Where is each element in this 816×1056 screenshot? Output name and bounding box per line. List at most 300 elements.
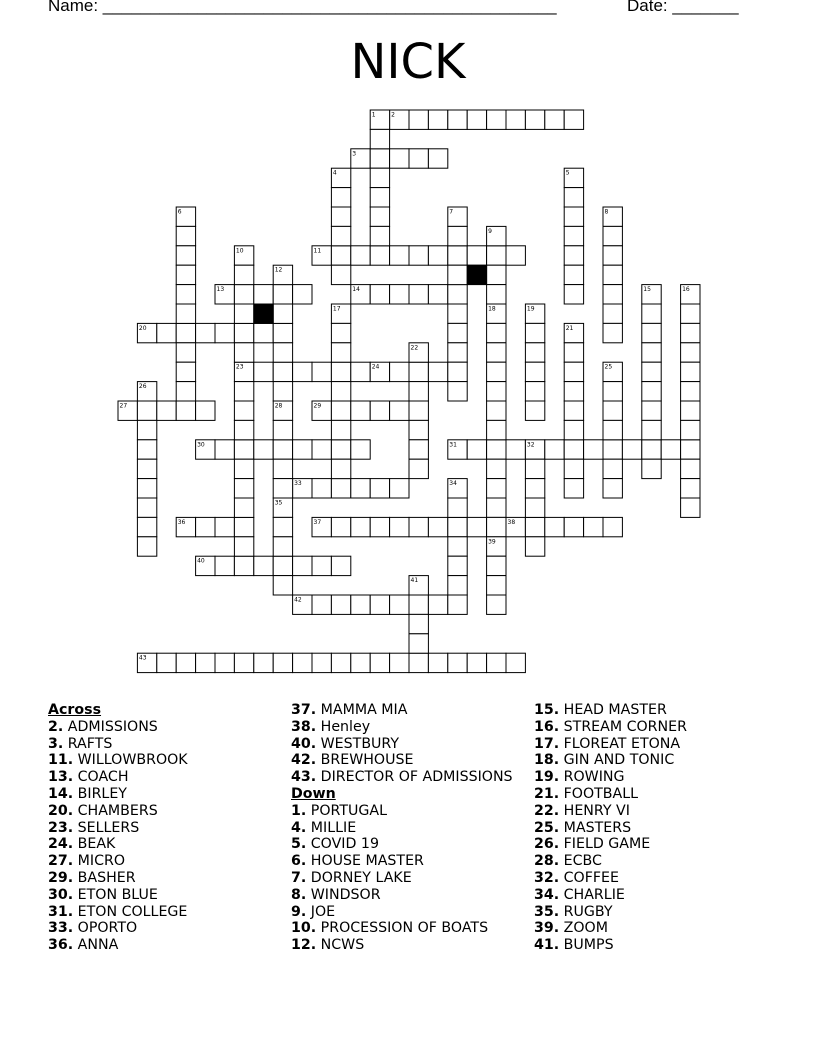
grid-cell[interactable] — [525, 401, 544, 420]
clue-text: MASTERS — [559, 819, 632, 836]
grid-cell[interactable] — [487, 498, 506, 517]
grid-cell[interactable] — [331, 382, 350, 401]
grid-cell[interactable] — [448, 595, 467, 614]
clue-item — [291, 904, 513, 921]
grid-cell[interactable] — [351, 517, 370, 536]
grid-cell[interactable] — [312, 440, 331, 459]
grid-cell[interactable] — [390, 595, 409, 614]
grid-cell[interactable] — [390, 246, 409, 265]
grid-cell[interactable] — [448, 362, 467, 381]
grid-cell[interactable] — [564, 440, 583, 459]
grid-cell[interactable] — [273, 576, 292, 595]
grid-cell[interactable] — [409, 459, 428, 478]
grid-cell[interactable] — [564, 362, 583, 381]
grid-cell[interactable] — [234, 343, 253, 362]
grid-cell[interactable] — [564, 420, 583, 439]
grid-cell[interactable] — [370, 129, 389, 148]
grid-cell[interactable] — [487, 362, 506, 381]
grid-cell[interactable] — [234, 556, 253, 575]
down-clue-list-cont — [534, 702, 687, 954]
grid-cell[interactable] — [137, 479, 156, 498]
grid-cell[interactable] — [390, 149, 409, 168]
grid-cell[interactable] — [176, 382, 195, 401]
grid-cell[interactable] — [487, 576, 506, 595]
grid-cell[interactable] — [234, 537, 253, 556]
grid-cell[interactable] — [525, 382, 544, 401]
grid-cell[interactable] — [234, 653, 253, 672]
grid-cell[interactable] — [176, 246, 195, 265]
grid-cell[interactable] — [603, 285, 622, 304]
grid-cell[interactable] — [487, 265, 506, 284]
grid-cell[interactable] — [176, 265, 195, 284]
grid-cell[interactable] — [448, 285, 467, 304]
grid-cell[interactable] — [525, 323, 544, 342]
grid-cell[interactable] — [642, 401, 661, 420]
grid-cell[interactable] — [603, 382, 622, 401]
grid-cell[interactable] — [196, 401, 215, 420]
grid-cell[interactable] — [293, 440, 312, 459]
grid-cell[interactable] — [254, 285, 273, 304]
grid-cell[interactable] — [525, 479, 544, 498]
grid-cell[interactable] — [467, 653, 486, 672]
grid-cell[interactable] — [409, 149, 428, 168]
grid-cell[interactable] — [681, 362, 700, 381]
grid-cell[interactable] — [331, 595, 350, 614]
grid-cell[interactable] — [448, 343, 467, 362]
grid-cell[interactable] — [137, 537, 156, 556]
cell-number: 36 — [177, 518, 186, 526]
grid-cell[interactable] — [584, 440, 603, 459]
grid-cell[interactable] — [564, 401, 583, 420]
grid-cell[interactable] — [681, 420, 700, 439]
grid-cell[interactable] — [176, 285, 195, 304]
grid-cell[interactable] — [603, 226, 622, 245]
grid-cell[interactable] — [525, 110, 544, 129]
grid-cell[interactable] — [331, 188, 350, 207]
grid-cell[interactable] — [681, 323, 700, 342]
grid-cell[interactable] — [506, 440, 525, 459]
grid-cell[interactable] — [234, 304, 253, 323]
grid-cell[interactable] — [254, 653, 273, 672]
grid-cell[interactable] — [293, 653, 312, 672]
grid-cell[interactable] — [545, 440, 564, 459]
grid-cell[interactable] — [234, 420, 253, 439]
grid-cell[interactable] — [176, 343, 195, 362]
grid-cell[interactable] — [176, 401, 195, 420]
grid-cell[interactable] — [331, 440, 350, 459]
grid-cell[interactable] — [234, 517, 253, 536]
clue-number: 41. — [534, 937, 560, 954]
grid-cell[interactable] — [370, 401, 389, 420]
grid-cell[interactable] — [564, 188, 583, 207]
grid-cell[interactable] — [331, 517, 350, 536]
grid-cell[interactable] — [312, 653, 331, 672]
grid-cell[interactable] — [448, 382, 467, 401]
down-heading: Down — [291, 785, 336, 802]
grid-cell[interactable] — [370, 479, 389, 498]
grid-cell[interactable] — [525, 343, 544, 362]
grid-cell[interactable] — [564, 207, 583, 226]
grid-cell[interactable] — [273, 479, 292, 498]
grid-cell[interactable] — [331, 479, 350, 498]
grid-cell[interactable] — [409, 382, 428, 401]
grid-cell[interactable] — [390, 517, 409, 536]
cell-number: 30 — [197, 441, 205, 449]
clue-item — [48, 920, 188, 937]
clue-number: 33. — [48, 920, 74, 937]
grid-cell[interactable] — [487, 323, 506, 342]
grid-cell[interactable] — [603, 420, 622, 439]
grid-cell[interactable] — [487, 401, 506, 420]
grid-cell[interactable] — [642, 343, 661, 362]
grid-cell[interactable] — [215, 653, 234, 672]
grid-cell[interactable] — [409, 614, 428, 633]
grid-cell[interactable] — [564, 382, 583, 401]
grid-cell[interactable] — [331, 653, 350, 672]
grid-cell[interactable] — [234, 459, 253, 478]
grid-cell[interactable] — [331, 323, 350, 342]
grid-cell[interactable] — [564, 479, 583, 498]
clue-text: BIRLEY — [73, 785, 127, 802]
grid-cell[interactable] — [642, 420, 661, 439]
grid-cell[interactable] — [370, 188, 389, 207]
grid-cell[interactable] — [409, 420, 428, 439]
grid-cell[interactable] — [448, 246, 467, 265]
grid-cell[interactable] — [487, 382, 506, 401]
grid-cell[interactable] — [176, 323, 195, 342]
grid-cell[interactable] — [273, 304, 292, 323]
cell-number: 20 — [138, 324, 147, 332]
grid-cell[interactable] — [603, 323, 622, 342]
grid-cell[interactable] — [273, 343, 292, 362]
grid-cell[interactable] — [137, 459, 156, 478]
clue-item — [534, 752, 687, 769]
grid-cell[interactable] — [467, 246, 486, 265]
grid-cell[interactable] — [428, 149, 447, 168]
grid-cell[interactable] — [137, 517, 156, 536]
grid-cell[interactable] — [564, 246, 583, 265]
grid-cell[interactable] — [642, 440, 661, 459]
grid-cell[interactable] — [370, 653, 389, 672]
clue-item — [534, 803, 687, 820]
clue-text: ZOOM — [559, 920, 608, 937]
grid-cell[interactable] — [448, 110, 467, 129]
grid-cell[interactable] — [681, 440, 700, 459]
grid-cell[interactable] — [467, 517, 486, 536]
grid-cell[interactable] — [467, 440, 486, 459]
clue-item — [534, 820, 687, 837]
grid-cell[interactable] — [487, 285, 506, 304]
clue-item — [291, 887, 513, 904]
grid-cell[interactable] — [428, 653, 447, 672]
grid-cell[interactable] — [137, 401, 156, 420]
grid-cell[interactable] — [506, 653, 525, 672]
grid-cell[interactable] — [157, 653, 176, 672]
cell-number: 22 — [410, 344, 419, 352]
grid-cell[interactable] — [215, 517, 234, 536]
grid-cell[interactable] — [487, 440, 506, 459]
grid-cell[interactable] — [351, 401, 370, 420]
grid-cell[interactable] — [487, 556, 506, 575]
grid-cell[interactable] — [487, 343, 506, 362]
grid-cell[interactable] — [681, 304, 700, 323]
grid-cell[interactable] — [254, 323, 273, 342]
grid-cell[interactable] — [467, 110, 486, 129]
grid-cell[interactable] — [448, 537, 467, 556]
grid-cell[interactable] — [545, 110, 564, 129]
grid-cell[interactable] — [390, 401, 409, 420]
grid-cell[interactable] — [234, 382, 253, 401]
grid-cell[interactable] — [234, 440, 253, 459]
grid-cell[interactable] — [564, 459, 583, 478]
grid-cell[interactable] — [370, 168, 389, 187]
grid-cell[interactable] — [506, 246, 525, 265]
grid-cell[interactable] — [448, 517, 467, 536]
grid-cell[interactable] — [331, 343, 350, 362]
grid-cell[interactable] — [215, 556, 234, 575]
grid-cell[interactable] — [370, 285, 389, 304]
grid-cell[interactable] — [487, 595, 506, 614]
grid-cell[interactable] — [409, 285, 428, 304]
grid-cell[interactable] — [428, 285, 447, 304]
grid-cell[interactable] — [273, 382, 292, 401]
grid-cell[interactable] — [215, 440, 234, 459]
grid-cell[interactable] — [273, 537, 292, 556]
grid-cell[interactable] — [681, 401, 700, 420]
grid-cell[interactable] — [331, 362, 350, 381]
grid-cell[interactable] — [603, 401, 622, 420]
grid-cell[interactable] — [487, 653, 506, 672]
grid-cell[interactable] — [234, 401, 253, 420]
grid-cell[interactable] — [176, 304, 195, 323]
clue-number: 15. — [534, 702, 560, 718]
grid-cell[interactable] — [312, 556, 331, 575]
grid-cell[interactable] — [448, 226, 467, 245]
grid-cell[interactable] — [176, 362, 195, 381]
grid-cell[interactable] — [331, 556, 350, 575]
grid-cell[interactable] — [273, 323, 292, 342]
grid-cell[interactable] — [448, 576, 467, 595]
grid-cell[interactable] — [642, 323, 661, 342]
grid-cell[interactable] — [428, 110, 447, 129]
grid-cell[interactable] — [351, 479, 370, 498]
grid-cell[interactable] — [196, 517, 215, 536]
grid-cell[interactable] — [370, 207, 389, 226]
grid-cell[interactable] — [409, 401, 428, 420]
grid-cell[interactable] — [234, 498, 253, 517]
grid-cell[interactable] — [409, 362, 428, 381]
name-field-label[interactable]: Name: ________________________________________________ — [48, 0, 557, 15]
grid-cell[interactable] — [603, 440, 622, 459]
grid-cell[interactable] — [564, 285, 583, 304]
grid-cell[interactable] — [487, 479, 506, 498]
grid-cell[interactable] — [564, 226, 583, 245]
grid-cell[interactable] — [487, 517, 506, 536]
grid-cell[interactable] — [448, 265, 467, 284]
grid-cell[interactable] — [603, 246, 622, 265]
grid-cell[interactable] — [487, 110, 506, 129]
grid-cell[interactable] — [642, 382, 661, 401]
grid-cell[interactable] — [506, 110, 525, 129]
grid-cell[interactable] — [137, 498, 156, 517]
grid-cell[interactable] — [642, 459, 661, 478]
clue-text: MICRO — [73, 853, 126, 870]
grid-cell[interactable] — [137, 440, 156, 459]
grid-cell[interactable] — [312, 595, 331, 614]
grid-cell[interactable] — [487, 459, 506, 478]
grid-cell[interactable] — [564, 517, 583, 536]
grid-cell[interactable] — [545, 517, 564, 536]
grid-cell[interactable] — [603, 517, 622, 536]
grid-cell[interactable] — [661, 440, 680, 459]
date-field-label[interactable]: Date: _______ — [627, 0, 739, 15]
grid-cell[interactable] — [273, 517, 292, 536]
grid-cell[interactable] — [409, 517, 428, 536]
grid-cell[interactable] — [137, 420, 156, 439]
grid-cell[interactable] — [681, 382, 700, 401]
grid-cell[interactable] — [428, 362, 447, 381]
grid-cell[interactable] — [525, 498, 544, 517]
grid-cell[interactable] — [273, 440, 292, 459]
grid-cell[interactable] — [448, 556, 467, 575]
grid-cell[interactable] — [564, 110, 583, 129]
grid-cell[interactable] — [273, 420, 292, 439]
clue-number: 20. — [48, 802, 74, 819]
grid-cell[interactable] — [234, 265, 253, 284]
clue-item — [534, 702, 687, 719]
grid-cell[interactable] — [428, 595, 447, 614]
grid-cell[interactable] — [390, 653, 409, 672]
grid-cell[interactable] — [370, 246, 389, 265]
grid-cell[interactable] — [254, 556, 273, 575]
clue-number: 24. — [48, 836, 74, 853]
grid-cell[interactable] — [234, 285, 253, 304]
clue-number: 19. — [534, 769, 560, 786]
grid-cell[interactable] — [331, 246, 350, 265]
grid-cell[interactable] — [234, 479, 253, 498]
grid-cell[interactable] — [331, 459, 350, 478]
grid-cell[interactable] — [681, 459, 700, 478]
grid-cell[interactable] — [196, 653, 215, 672]
grid-cell[interactable] — [525, 517, 544, 536]
grid-cell[interactable] — [273, 653, 292, 672]
grid-cell[interactable] — [351, 653, 370, 672]
clue-item — [48, 736, 188, 753]
clue-text: HEAD MASTER — [559, 702, 667, 718]
grid-cell[interactable] — [487, 420, 506, 439]
clue-text: WESTBURY — [316, 735, 400, 752]
grid-cell[interactable] — [622, 440, 641, 459]
grid-cell[interactable] — [603, 304, 622, 323]
grid-cell[interactable] — [351, 595, 370, 614]
grid-cell[interactable] — [273, 285, 292, 304]
grid-cell[interactable] — [564, 343, 583, 362]
grid-cell[interactable] — [409, 653, 428, 672]
grid-cell[interactable] — [312, 479, 331, 498]
grid-cell[interactable] — [603, 265, 622, 284]
grid-cell[interactable] — [273, 459, 292, 478]
grid-cell[interactable] — [331, 420, 350, 439]
grid-cell[interactable] — [448, 323, 467, 342]
clue-number: 31. — [48, 903, 74, 920]
grid-cell[interactable] — [525, 362, 544, 381]
grid-cell[interactable] — [487, 246, 506, 265]
grid-cell[interactable] — [603, 479, 622, 498]
grid-cell[interactable] — [254, 362, 273, 381]
grid-cell[interactable] — [254, 440, 273, 459]
grid-cell[interactable] — [603, 459, 622, 478]
grid-cell[interactable] — [370, 517, 389, 536]
grid-cell[interactable] — [351, 362, 370, 381]
grid-cell[interactable] — [525, 537, 544, 556]
grid-cell[interactable] — [293, 285, 312, 304]
grid-cell[interactable] — [273, 556, 292, 575]
grid-cell[interactable] — [215, 323, 234, 342]
grid-cell[interactable] — [642, 362, 661, 381]
grid-cell[interactable] — [370, 226, 389, 245]
grid-cell[interactable] — [681, 343, 700, 362]
grid-cell[interactable] — [273, 362, 292, 381]
clue-text: MILLIE — [306, 819, 357, 836]
clue-text: SELLERS — [73, 819, 140, 836]
cell-number: 3 — [352, 150, 357, 158]
grid-cell[interactable] — [409, 246, 428, 265]
clue-item — [48, 752, 188, 769]
grid-cell[interactable] — [331, 265, 350, 284]
grid-cell[interactable] — [428, 246, 447, 265]
grid-cell[interactable] — [312, 362, 331, 381]
grid-cell[interactable] — [331, 226, 350, 245]
grid-cell[interactable] — [370, 595, 389, 614]
grid-cell[interactable] — [176, 226, 195, 245]
grid-cell[interactable] — [525, 459, 544, 478]
grid-cell[interactable] — [681, 479, 700, 498]
grid-cell[interactable] — [448, 304, 467, 323]
clue-number: 36. — [48, 937, 74, 954]
across-clue-list — [48, 719, 188, 954]
grid-cell[interactable] — [642, 304, 661, 323]
grid-cell[interactable] — [448, 653, 467, 672]
grid-cell[interactable] — [331, 207, 350, 226]
clue-text: GIN AND TONIC — [559, 752, 675, 769]
grid-cell[interactable] — [448, 498, 467, 517]
grid-cell[interactable] — [409, 110, 428, 129]
grid-cell[interactable] — [234, 323, 253, 342]
grid-cell[interactable] — [409, 595, 428, 614]
grid-cell[interactable] — [390, 479, 409, 498]
grid-cell[interactable] — [584, 517, 603, 536]
grid-cell[interactable] — [351, 440, 370, 459]
grid-cell[interactable] — [351, 246, 370, 265]
grid-cell[interactable] — [370, 149, 389, 168]
grid-cell[interactable] — [390, 285, 409, 304]
grid-cell[interactable] — [331, 401, 350, 420]
grid-cell[interactable] — [157, 401, 176, 420]
grid-cell[interactable] — [176, 653, 195, 672]
grid-cell[interactable] — [390, 362, 409, 381]
grid-cell[interactable] — [409, 440, 428, 459]
grid-cell[interactable] — [409, 634, 428, 653]
grid-cell[interactable] — [293, 556, 312, 575]
grid-cell[interactable] — [157, 323, 176, 342]
grid-cell[interactable] — [428, 517, 447, 536]
clue-text: RUGBY — [559, 903, 613, 920]
grid-cell[interactable] — [681, 498, 700, 517]
clue-number: 11. — [48, 752, 74, 769]
grid-cell[interactable] — [564, 265, 583, 284]
grid-cell[interactable] — [293, 362, 312, 381]
grid-cell[interactable] — [196, 323, 215, 342]
